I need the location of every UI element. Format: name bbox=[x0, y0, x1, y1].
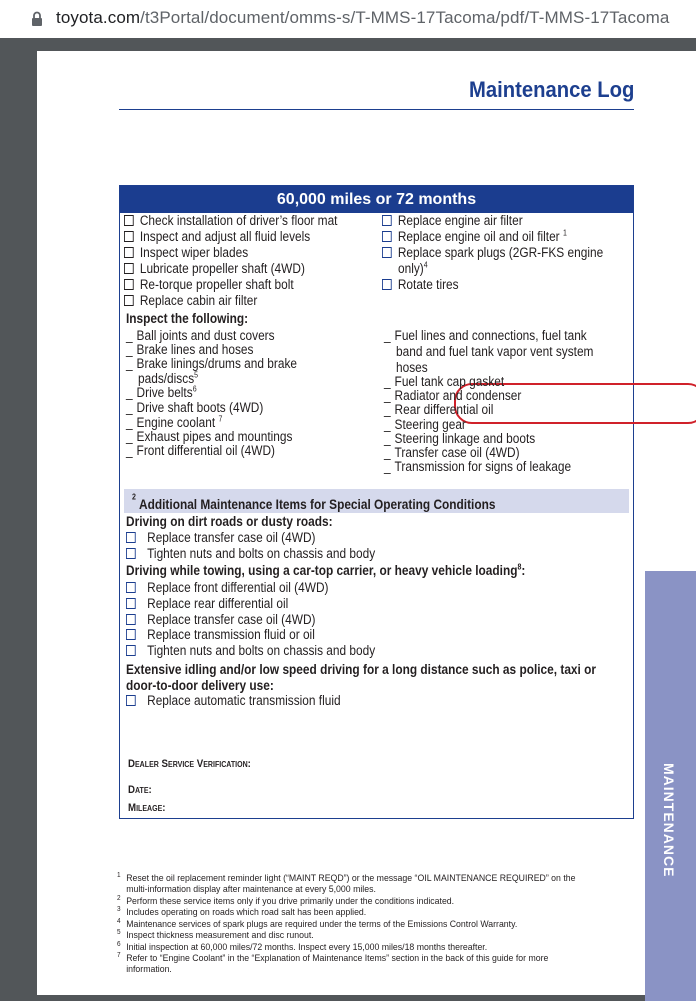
pdf-viewer[interactable] bbox=[0, 38, 696, 982]
towing-heading bbox=[126, 563, 525, 579]
url-path: /t3Portal/document/omms-s/T-MMS-17Tacoma/pdf/T-MMS-17Tacoma bbox=[140, 8, 670, 27]
inspect-label: Rear differential oil bbox=[394, 402, 494, 417]
date-label: Date: bbox=[128, 784, 152, 796]
checkbox-icon bbox=[124, 231, 134, 242]
footnote-ref: 6 bbox=[192, 384, 197, 394]
footnote-text: information. bbox=[126, 964, 172, 975]
inspect-label: Exhaust pipes and mountings bbox=[136, 429, 293, 444]
inspect-label: Transfer case oil (4WD) bbox=[394, 445, 520, 460]
check-label: Replace transfer case oil (4WD) bbox=[147, 530, 316, 545]
interval-header bbox=[120, 186, 633, 213]
footnote-number: 1 bbox=[117, 872, 121, 879]
inspect-label: Front differential oil (4WD) bbox=[136, 443, 275, 458]
footnote-number: 7 bbox=[117, 952, 121, 959]
footnote-text: Includes operating on roads which road salt has been applied. bbox=[126, 907, 367, 918]
check-label: Replace engine air filter bbox=[397, 213, 523, 228]
checkbox-icon bbox=[126, 532, 136, 543]
inspect-label: Steering gear bbox=[394, 417, 466, 432]
inspect-label: Transmission for signs of leakage bbox=[394, 459, 572, 474]
inspect-label: Engine coolant bbox=[136, 415, 216, 430]
check-item bbox=[124, 229, 310, 245]
check-item bbox=[126, 546, 375, 562]
inspect-item: _ Drive shaft boots (4WD) bbox=[126, 400, 264, 415]
inspect-item: _ Exhaust pipes and mountings bbox=[126, 429, 293, 444]
check-item bbox=[126, 693, 341, 709]
footnote-text: Reset the oil replacement reminder light (“MAINT REQD”) or the message “OIL MAINTENANCE REQUIRED” on the bbox=[126, 873, 576, 884]
check-label: Rotate tires bbox=[397, 277, 459, 292]
check-label: Inspect wiper blades bbox=[139, 245, 249, 260]
additional-heading bbox=[132, 492, 496, 512]
inspect-item: _ Front differential oil (4WD) bbox=[126, 443, 275, 458]
checkbox-icon bbox=[126, 629, 136, 640]
footnote-ref: 4 bbox=[423, 260, 428, 270]
url-text[interactable] bbox=[56, 8, 669, 28]
inspect-item: _ Radiator and condenser bbox=[384, 388, 522, 403]
checkbox-icon bbox=[124, 295, 134, 306]
inspect-item: _ Steering gear bbox=[384, 417, 466, 432]
check-item bbox=[124, 245, 248, 261]
check-item-continued bbox=[398, 261, 428, 277]
checkbox-icon bbox=[126, 548, 136, 559]
check-item bbox=[126, 580, 328, 596]
footnote-number: 2 bbox=[117, 895, 121, 902]
check-item bbox=[126, 530, 315, 546]
inspect-label: Brake linings/drums and brake bbox=[136, 356, 298, 371]
check-item bbox=[124, 213, 337, 229]
check-label: Replace front differential oil (4WD) bbox=[147, 580, 329, 595]
check-item bbox=[382, 245, 603, 261]
checkbox-icon bbox=[124, 247, 134, 258]
checkbox-icon bbox=[126, 598, 136, 609]
footnote-ref: 5 bbox=[194, 370, 199, 380]
inspect-item: _ Fuel tank cap gasket bbox=[384, 374, 505, 389]
inspect-item: _ Engine coolant $^7$ bbox=[126, 414, 223, 430]
inspect-label: Fuel tank cap gasket bbox=[394, 374, 505, 389]
check-item bbox=[126, 627, 315, 643]
footnote-text: Inspect thickness measurement and disc runout. bbox=[126, 930, 314, 941]
checkbox-icon bbox=[126, 695, 136, 706]
check-label: Re-torque propeller shaft bolt bbox=[139, 277, 294, 292]
checkbox-icon bbox=[126, 614, 136, 625]
footnote-text: Maintenance services of spark plugs are required under the terms of the Emissions Control Warranty. bbox=[126, 919, 518, 930]
check-item bbox=[382, 229, 567, 245]
checkbox-icon bbox=[126, 645, 136, 656]
footnote-ref: 8 bbox=[517, 562, 522, 572]
inspect-item: _ Transmission for signs of leakage bbox=[384, 459, 572, 474]
footnote-ref: 2 bbox=[132, 492, 136, 502]
check-label: Replace spark plugs (2GR-FKS engine bbox=[397, 245, 604, 260]
footnote-ref: 1 bbox=[562, 228, 567, 238]
maintenance-side-tab bbox=[645, 571, 696, 1001]
inspect-item: _ Brake linings/drums and brake bbox=[126, 356, 298, 371]
inspect-label: Steering linkage and boots bbox=[394, 431, 536, 446]
towing-colon: : bbox=[521, 563, 526, 578]
check-item bbox=[124, 261, 305, 277]
footnote-text: Initial inspection at 60,000 miles/72 months. Inspect every 15,000 miles/18 months thereafter. bbox=[126, 942, 488, 953]
check-label: Replace transfer case oil (4WD) bbox=[147, 612, 316, 627]
additional-items-header bbox=[124, 489, 629, 513]
towing-heading-text: Driving while towing, using a car-top carrier, or heavy vehicle loading bbox=[126, 563, 518, 578]
check-item bbox=[124, 293, 257, 309]
footnote-number: 3 bbox=[117, 906, 121, 913]
checkbox-icon bbox=[382, 215, 392, 226]
inspect-label: Drive belts bbox=[136, 385, 193, 400]
check-item bbox=[124, 277, 294, 293]
maintenance-log-box bbox=[119, 185, 634, 819]
inspect-label: Radiator and condenser bbox=[394, 388, 522, 403]
idling-heading: Extensive idling and/or low speed driving for a long distance such as police, taxi or bbox=[126, 662, 597, 677]
dirt-roads-heading: Driving on dirt roads or dusty roads: bbox=[126, 514, 333, 529]
check-item bbox=[126, 612, 315, 628]
inspect-item-continued: band and fuel tank vapor vent system bbox=[396, 344, 594, 359]
check-label: Replace transmission fluid or oil bbox=[147, 627, 315, 642]
checkbox-icon bbox=[124, 279, 134, 290]
check-label: Check installation of driver’s floor mat bbox=[139, 213, 338, 228]
inspect-item: _ Ball joints and dust covers bbox=[126, 328, 275, 343]
checkbox-icon bbox=[382, 247, 392, 258]
check-label: Replace automatic transmission fluid bbox=[147, 693, 341, 708]
footnote-ref: 7 bbox=[218, 414, 223, 424]
inspect-item: _ Steering linkage and boots bbox=[384, 431, 536, 446]
footnote-number: 4 bbox=[117, 918, 121, 925]
check-label: only) bbox=[398, 261, 424, 276]
pdf-page bbox=[37, 51, 696, 995]
inspect-label: Brake lines and hoses bbox=[136, 342, 254, 357]
check-item bbox=[126, 643, 375, 659]
additional-heading-text: Additional Maintenance Items for Special Operating Conditions bbox=[139, 497, 496, 512]
checkbox-icon bbox=[124, 215, 134, 226]
check-item bbox=[382, 213, 523, 229]
inspect-label: Drive shaft boots (4WD) bbox=[136, 400, 264, 415]
check-item bbox=[126, 596, 288, 612]
interval-heading: 60,000 miles or 72 months bbox=[276, 191, 477, 208]
inspect-label: pads/discs bbox=[138, 371, 195, 386]
inspect-item: _ Rear differential oil bbox=[384, 402, 494, 417]
checkbox-icon bbox=[382, 279, 392, 290]
check-label: Inspect and adjust all fluid levels bbox=[139, 229, 311, 244]
mileage-label: Mileage: bbox=[128, 802, 166, 814]
inspect-label: Fuel lines and connections, fuel tank bbox=[394, 328, 587, 343]
check-label: Replace cabin air filter bbox=[139, 293, 258, 308]
inspect-item: _ Transfer case oil (4WD) bbox=[384, 445, 520, 460]
check-item bbox=[382, 277, 459, 293]
footnote-text: Refer to “Engine Coolant” in the “Explanation of Maintenance Items” section in the back of this guide for more bbox=[126, 953, 549, 964]
inspect-label: Ball joints and dust covers bbox=[136, 328, 275, 343]
side-tab-label: MAINTENANCE bbox=[661, 763, 677, 878]
lock-icon bbox=[31, 11, 43, 27]
check-label: Tighten nuts and bolts on chassis and body bbox=[147, 546, 376, 561]
inspect-item: _ Fuel lines and connections, fuel tank bbox=[384, 328, 587, 343]
inspect-heading: Inspect the following: bbox=[126, 311, 249, 326]
check-label: Tighten nuts and bolts on chassis and body bbox=[147, 643, 376, 658]
footnote-text: multi-information display after maintenance at every 5,000 miles. bbox=[126, 884, 376, 895]
url-domain: toyota.com bbox=[56, 8, 141, 27]
checkbox-icon bbox=[124, 263, 134, 274]
footnote-number: 5 bbox=[117, 929, 121, 936]
checkbox-icon bbox=[382, 231, 392, 242]
footnote-number: 6 bbox=[117, 941, 121, 948]
inspect-item: _ Drive belts$^6$ bbox=[126, 384, 197, 400]
title-divider bbox=[119, 109, 634, 110]
inspect-item: _ Brake lines and hoses bbox=[126, 342, 254, 357]
inspect-item-continued: hoses bbox=[396, 360, 428, 375]
check-label: Replace engine oil and oil filter bbox=[397, 229, 560, 244]
check-label: Replace rear differential oil bbox=[147, 596, 289, 611]
page-title: Maintenance Log bbox=[469, 77, 635, 102]
checkbox-icon bbox=[126, 582, 136, 593]
dealer-verification-label: Dealer Service Verification: bbox=[128, 758, 251, 770]
address-bar[interactable] bbox=[0, 0, 696, 39]
footnote-text: Perform these service items only if you drive primarily under the conditions indicated. bbox=[126, 896, 455, 907]
idling-heading-continued: door-to-door delivery use: bbox=[126, 678, 274, 693]
check-label: Lubricate propeller shaft (4WD) bbox=[139, 261, 305, 276]
